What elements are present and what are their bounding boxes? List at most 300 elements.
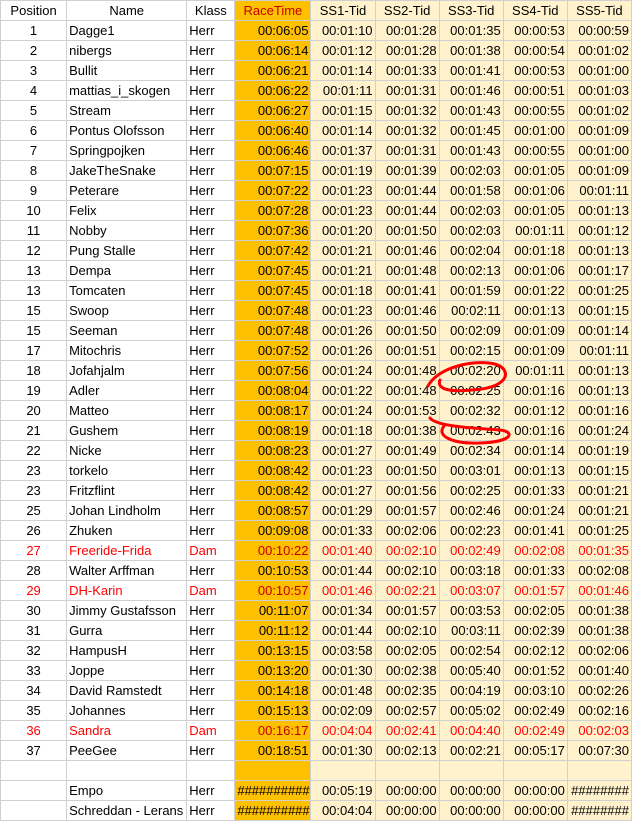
cell-klass[interactable]: Herr bbox=[187, 101, 235, 121]
cell-klass[interactable]: Herr bbox=[187, 601, 235, 621]
cell-ss1[interactable]: 00:01:23 bbox=[311, 181, 375, 201]
cell-position[interactable]: 12 bbox=[1, 241, 67, 261]
cell-name[interactable]: Jofahjalm bbox=[67, 361, 187, 381]
cell-ss5[interactable]: 00:01:13 bbox=[567, 361, 631, 381]
cell-ss2[interactable]: 00:01:38 bbox=[375, 421, 439, 441]
cell-ss4[interactable]: 00:01:16 bbox=[503, 421, 567, 441]
cell-ss1[interactable]: 00:01:21 bbox=[311, 241, 375, 261]
cell-name[interactable]: Pung Stalle bbox=[67, 241, 187, 261]
cell-position[interactable]: 11 bbox=[1, 221, 67, 241]
cell-name[interactable]: Sandra bbox=[67, 721, 187, 741]
cell-position[interactable]: 23 bbox=[1, 481, 67, 501]
cell-racetime[interactable]: 00:06:22 bbox=[235, 81, 311, 101]
cell-ss3[interactable]: 00:01:43 bbox=[439, 101, 503, 121]
cell-ss2[interactable]: 00:02:21 bbox=[375, 581, 439, 601]
cell-ss5[interactable]: ######## bbox=[567, 801, 631, 821]
cell-ss5[interactable]: 00:02:26 bbox=[567, 681, 631, 701]
cell-klass[interactable]: Herr bbox=[187, 521, 235, 541]
cell-ss4[interactable]: 00:01:13 bbox=[503, 461, 567, 481]
cell-position[interactable]: 6 bbox=[1, 121, 67, 141]
cell-ss4[interactable]: 00:01:33 bbox=[503, 481, 567, 501]
cell-ss2[interactable]: 00:02:41 bbox=[375, 721, 439, 741]
cell-racetime[interactable]: 00:08:04 bbox=[235, 381, 311, 401]
cell-ss1[interactable]: 00:04:04 bbox=[311, 721, 375, 741]
cell-name[interactable]: David Ramstedt bbox=[67, 681, 187, 701]
cell-ss2[interactable]: 00:01:39 bbox=[375, 161, 439, 181]
cell-ss3[interactable]: 00:02:09 bbox=[439, 321, 503, 341]
cell-klass[interactable]: Herr bbox=[187, 621, 235, 641]
cell-klass[interactable]: Dam bbox=[187, 541, 235, 561]
cell-name[interactable]: PeeGee bbox=[67, 741, 187, 761]
cell-ss2[interactable]: 00:01:57 bbox=[375, 501, 439, 521]
cell-position[interactable]: 33 bbox=[1, 661, 67, 681]
cell-racetime[interactable]: 00:14:18 bbox=[235, 681, 311, 701]
cell-name[interactable]: Springpojken bbox=[67, 141, 187, 161]
cell-position[interactable]: 32 bbox=[1, 641, 67, 661]
cell-ss4[interactable]: 00:00:53 bbox=[503, 21, 567, 41]
cell-ss5[interactable]: 00:01:09 bbox=[567, 121, 631, 141]
cell-name[interactable]: Nicke bbox=[67, 441, 187, 461]
cell-position[interactable] bbox=[1, 781, 67, 801]
cell-klass[interactable]: Herr bbox=[187, 321, 235, 341]
cell-name[interactable]: Tomcaten bbox=[67, 281, 187, 301]
cell-ss5[interactable]: 00:01:17 bbox=[567, 261, 631, 281]
cell-ss4[interactable]: 00:01:14 bbox=[503, 441, 567, 461]
cell-ss1[interactable]: 00:01:48 bbox=[311, 681, 375, 701]
cell-ss3[interactable]: 00:02:54 bbox=[439, 641, 503, 661]
cell-name[interactable]: Zhuken bbox=[67, 521, 187, 541]
cell-klass[interactable]: Herr bbox=[187, 201, 235, 221]
cell-klass[interactable]: Herr bbox=[187, 301, 235, 321]
cell-name[interactable]: Matteo bbox=[67, 401, 187, 421]
cell-ss2[interactable]: 00:02:10 bbox=[375, 541, 439, 561]
cell-name[interactable]: Fritzflint bbox=[67, 481, 187, 501]
cell-racetime[interactable]: 00:11:12 bbox=[235, 621, 311, 641]
cell-ss1[interactable]: 00:01:29 bbox=[311, 501, 375, 521]
cell-name[interactable] bbox=[67, 761, 187, 781]
cell-name[interactable]: Mitochris bbox=[67, 341, 187, 361]
cell-ss2[interactable]: 00:01:28 bbox=[375, 41, 439, 61]
cell-ss4[interactable]: 00:02:05 bbox=[503, 601, 567, 621]
cell-name[interactable]: Empo bbox=[67, 781, 187, 801]
cell-name[interactable]: nibergs bbox=[67, 41, 187, 61]
cell-ss1[interactable]: 00:01:15 bbox=[311, 101, 375, 121]
cell-position[interactable] bbox=[1, 761, 67, 781]
cell-position[interactable]: 13 bbox=[1, 261, 67, 281]
cell-racetime[interactable]: 00:07:42 bbox=[235, 241, 311, 261]
cell-ss3[interactable]: 00:02:15 bbox=[439, 341, 503, 361]
cell-ss1[interactable]: 00:01:44 bbox=[311, 561, 375, 581]
cell-ss1[interactable]: 00:01:22 bbox=[311, 381, 375, 401]
cell-position[interactable]: 10 bbox=[1, 201, 67, 221]
cell-ss4[interactable]: 00:02:39 bbox=[503, 621, 567, 641]
cell-ss3[interactable]: 00:02:23 bbox=[439, 521, 503, 541]
cell-ss5[interactable]: 00:01:15 bbox=[567, 301, 631, 321]
cell-ss2[interactable]: 00:01:53 bbox=[375, 401, 439, 421]
cell-ss2[interactable]: 00:01:50 bbox=[375, 221, 439, 241]
cell-ss5[interactable]: 00:02:06 bbox=[567, 641, 631, 661]
cell-ss3[interactable]: 00:05:02 bbox=[439, 701, 503, 721]
cell-position[interactable]: 19 bbox=[1, 381, 67, 401]
cell-ss4[interactable]: 00:01:52 bbox=[503, 661, 567, 681]
cell-klass[interactable]: Herr bbox=[187, 341, 235, 361]
cell-ss1[interactable]: 00:01:23 bbox=[311, 301, 375, 321]
cell-ss5[interactable]: 00:01:12 bbox=[567, 221, 631, 241]
cell-ss3[interactable]: 00:01:58 bbox=[439, 181, 503, 201]
cell-position[interactable]: 5 bbox=[1, 101, 67, 121]
cell-ss5[interactable]: 00:01:21 bbox=[567, 501, 631, 521]
cell-name[interactable]: HampusH bbox=[67, 641, 187, 661]
cell-ss5[interactable]: 00:07:30 bbox=[567, 741, 631, 761]
cell-position[interactable]: 31 bbox=[1, 621, 67, 641]
cell-racetime[interactable]: 00:08:23 bbox=[235, 441, 311, 461]
cell-ss4[interactable]: 00:01:11 bbox=[503, 361, 567, 381]
cell-ss5[interactable]: 00:01:14 bbox=[567, 321, 631, 341]
cell-ss1[interactable]: 00:04:04 bbox=[311, 801, 375, 821]
cell-ss4[interactable]: 00:00:53 bbox=[503, 61, 567, 81]
cell-racetime[interactable] bbox=[235, 761, 311, 781]
cell-klass[interactable]: Herr bbox=[187, 121, 235, 141]
cell-racetime[interactable]: 00:18:51 bbox=[235, 741, 311, 761]
cell-ss3[interactable]: 00:02:25 bbox=[439, 481, 503, 501]
cell-ss3[interactable]: 00:01:35 bbox=[439, 21, 503, 41]
header-position[interactable]: Position bbox=[1, 1, 67, 21]
cell-ss2[interactable]: 00:01:32 bbox=[375, 121, 439, 141]
cell-ss3[interactable]: 00:03:07 bbox=[439, 581, 503, 601]
cell-klass[interactable]: Herr bbox=[187, 81, 235, 101]
cell-ss5[interactable]: 00:01:02 bbox=[567, 101, 631, 121]
cell-klass[interactable]: Herr bbox=[187, 681, 235, 701]
cell-ss4[interactable]: 00:01:05 bbox=[503, 161, 567, 181]
cell-ss3[interactable]: 00:03:01 bbox=[439, 461, 503, 481]
cell-name[interactable]: Johan Lindholm bbox=[67, 501, 187, 521]
cell-racetime[interactable]: 00:08:42 bbox=[235, 481, 311, 501]
cell-ss1[interactable] bbox=[311, 761, 375, 781]
cell-ss3[interactable]: 00:03:53 bbox=[439, 601, 503, 621]
cell-ss3[interactable]: 00:02:34 bbox=[439, 441, 503, 461]
cell-racetime[interactable]: 00:06:14 bbox=[235, 41, 311, 61]
header-name[interactable]: Name bbox=[67, 1, 187, 21]
cell-ss3[interactable]: 00:04:40 bbox=[439, 721, 503, 741]
cell-ss5[interactable]: 00:01:38 bbox=[567, 621, 631, 641]
cell-position[interactable]: 1 bbox=[1, 21, 67, 41]
cell-ss3[interactable]: 00:02:21 bbox=[439, 741, 503, 761]
cell-racetime[interactable]: 00:15:13 bbox=[235, 701, 311, 721]
cell-ss3[interactable] bbox=[439, 761, 503, 781]
cell-ss1[interactable]: 00:01:34 bbox=[311, 601, 375, 621]
cell-ss2[interactable]: 00:02:10 bbox=[375, 621, 439, 641]
cell-klass[interactable]: Herr bbox=[187, 441, 235, 461]
cell-ss4[interactable]: 00:00:55 bbox=[503, 141, 567, 161]
cell-name[interactable]: Gurra bbox=[67, 621, 187, 641]
cell-racetime[interactable]: 00:09:08 bbox=[235, 521, 311, 541]
cell-ss4[interactable]: 00:01:57 bbox=[503, 581, 567, 601]
cell-ss3[interactable]: 00:02:20 bbox=[439, 361, 503, 381]
cell-ss4[interactable] bbox=[503, 761, 567, 781]
cell-ss5[interactable] bbox=[567, 761, 631, 781]
cell-position[interactable]: 9 bbox=[1, 181, 67, 201]
cell-klass[interactable]: Herr bbox=[187, 661, 235, 681]
cell-racetime[interactable]: 00:10:22 bbox=[235, 541, 311, 561]
cell-name[interactable]: DH-Karin bbox=[67, 581, 187, 601]
cell-ss3[interactable]: 00:02:46 bbox=[439, 501, 503, 521]
cell-ss2[interactable]: 00:02:38 bbox=[375, 661, 439, 681]
cell-ss4[interactable]: 00:00:00 bbox=[503, 801, 567, 821]
cell-ss3[interactable]: 00:02:32 bbox=[439, 401, 503, 421]
cell-ss5[interactable]: 00:01:11 bbox=[567, 181, 631, 201]
cell-ss2[interactable]: 00:01:48 bbox=[375, 261, 439, 281]
cell-name[interactable]: Walter Arffman bbox=[67, 561, 187, 581]
cell-ss3[interactable]: 00:01:38 bbox=[439, 41, 503, 61]
cell-ss3[interactable]: 00:01:45 bbox=[439, 121, 503, 141]
cell-ss3[interactable]: 00:00:00 bbox=[439, 801, 503, 821]
cell-ss2[interactable]: 00:01:41 bbox=[375, 281, 439, 301]
cell-position[interactable]: 18 bbox=[1, 361, 67, 381]
cell-klass[interactable]: Herr bbox=[187, 141, 235, 161]
cell-ss5[interactable]: 00:01:11 bbox=[567, 341, 631, 361]
cell-klass[interactable]: Herr bbox=[187, 161, 235, 181]
cell-ss5[interactable]: 00:01:13 bbox=[567, 241, 631, 261]
cell-ss1[interactable]: 00:01:44 bbox=[311, 621, 375, 641]
cell-ss5[interactable]: 00:01:09 bbox=[567, 161, 631, 181]
cell-ss1[interactable]: 00:01:46 bbox=[311, 581, 375, 601]
cell-name[interactable]: Schreddan - Lerans bbox=[67, 801, 187, 821]
cell-ss2[interactable]: 00:01:51 bbox=[375, 341, 439, 361]
cell-position[interactable]: 13 bbox=[1, 281, 67, 301]
cell-ss5[interactable]: 00:01:25 bbox=[567, 521, 631, 541]
cell-racetime[interactable]: 00:06:40 bbox=[235, 121, 311, 141]
cell-ss1[interactable]: 00:01:37 bbox=[311, 141, 375, 161]
cell-racetime[interactable]: 00:07:36 bbox=[235, 221, 311, 241]
cell-ss2[interactable]: 00:00:00 bbox=[375, 781, 439, 801]
cell-ss1[interactable]: 00:01:27 bbox=[311, 481, 375, 501]
cell-ss5[interactable]: 00:01:35 bbox=[567, 541, 631, 561]
cell-position[interactable]: 37 bbox=[1, 741, 67, 761]
cell-ss4[interactable]: 00:01:13 bbox=[503, 301, 567, 321]
header-klass[interactable]: Klass bbox=[187, 1, 235, 21]
cell-racetime[interactable]: ########## bbox=[235, 801, 311, 821]
cell-ss4[interactable]: 00:01:41 bbox=[503, 521, 567, 541]
cell-klass[interactable]: Herr bbox=[187, 381, 235, 401]
cell-ss1[interactable]: 00:01:11 bbox=[311, 81, 375, 101]
cell-position[interactable]: 30 bbox=[1, 601, 67, 621]
cell-position[interactable]: 34 bbox=[1, 681, 67, 701]
cell-ss5[interactable]: 00:01:24 bbox=[567, 421, 631, 441]
cell-ss5[interactable]: 00:01:16 bbox=[567, 401, 631, 421]
cell-name[interactable]: Seeman bbox=[67, 321, 187, 341]
cell-ss5[interactable]: 00:02:16 bbox=[567, 701, 631, 721]
cell-ss1[interactable]: 00:03:58 bbox=[311, 641, 375, 661]
cell-ss3[interactable]: 00:01:46 bbox=[439, 81, 503, 101]
cell-racetime[interactable]: 00:08:57 bbox=[235, 501, 311, 521]
cell-ss1[interactable]: 00:01:40 bbox=[311, 541, 375, 561]
cell-ss2[interactable]: 00:02:06 bbox=[375, 521, 439, 541]
cell-racetime[interactable]: 00:16:17 bbox=[235, 721, 311, 741]
cell-ss3[interactable]: 00:02:03 bbox=[439, 221, 503, 241]
cell-ss2[interactable]: 00:01:46 bbox=[375, 301, 439, 321]
cell-position[interactable]: 7 bbox=[1, 141, 67, 161]
cell-ss3[interactable]: 00:03:11 bbox=[439, 621, 503, 641]
cell-ss1[interactable]: 00:01:26 bbox=[311, 321, 375, 341]
cell-ss1[interactable]: 00:01:33 bbox=[311, 521, 375, 541]
cell-ss4[interactable]: 00:01:16 bbox=[503, 381, 567, 401]
cell-klass[interactable]: Herr bbox=[187, 181, 235, 201]
cell-klass[interactable]: Herr bbox=[187, 21, 235, 41]
cell-name[interactable]: Felix bbox=[67, 201, 187, 221]
cell-racetime[interactable]: 00:06:21 bbox=[235, 61, 311, 81]
cell-racetime[interactable]: 00:11:07 bbox=[235, 601, 311, 621]
cell-ss5[interactable]: 00:02:08 bbox=[567, 561, 631, 581]
cell-klass[interactable]: Herr bbox=[187, 641, 235, 661]
cell-position[interactable]: 25 bbox=[1, 501, 67, 521]
cell-ss4[interactable]: 00:01:09 bbox=[503, 321, 567, 341]
cell-klass[interactable]: Herr bbox=[187, 741, 235, 761]
cell-klass[interactable]: Herr bbox=[187, 461, 235, 481]
cell-ss2[interactable]: 00:01:48 bbox=[375, 361, 439, 381]
cell-ss2[interactable]: 00:01:31 bbox=[375, 141, 439, 161]
cell-position[interactable]: 17 bbox=[1, 341, 67, 361]
cell-name[interactable]: Nobby bbox=[67, 221, 187, 241]
header-racetime[interactable]: RaceTime bbox=[235, 1, 311, 21]
cell-ss1[interactable]: 00:01:12 bbox=[311, 41, 375, 61]
cell-ss4[interactable]: 00:01:24 bbox=[503, 501, 567, 521]
cell-name[interactable]: Dempa bbox=[67, 261, 187, 281]
cell-position[interactable]: 8 bbox=[1, 161, 67, 181]
header-ss4[interactable]: SS4-Tid bbox=[503, 1, 567, 21]
cell-racetime[interactable]: 00:07:48 bbox=[235, 301, 311, 321]
cell-ss3[interactable]: 00:02:13 bbox=[439, 261, 503, 281]
cell-klass[interactable]: Herr bbox=[187, 801, 235, 821]
cell-ss5[interactable]: 00:00:59 bbox=[567, 21, 631, 41]
cell-racetime[interactable]: 00:06:46 bbox=[235, 141, 311, 161]
cell-ss2[interactable]: 00:01:50 bbox=[375, 461, 439, 481]
cell-klass[interactable]: Herr bbox=[187, 261, 235, 281]
cell-ss4[interactable]: 00:01:06 bbox=[503, 261, 567, 281]
cell-klass[interactable]: Herr bbox=[187, 401, 235, 421]
header-ss1[interactable]: SS1-Tid bbox=[311, 1, 375, 21]
cell-name[interactable]: Gushem bbox=[67, 421, 187, 441]
cell-ss2[interactable]: 00:02:05 bbox=[375, 641, 439, 661]
cell-ss4[interactable]: 00:02:12 bbox=[503, 641, 567, 661]
cell-ss1[interactable]: 00:01:23 bbox=[311, 461, 375, 481]
cell-position[interactable]: 15 bbox=[1, 321, 67, 341]
cell-ss1[interactable]: 00:01:24 bbox=[311, 401, 375, 421]
cell-racetime[interactable]: 00:07:28 bbox=[235, 201, 311, 221]
cell-racetime[interactable]: 00:06:05 bbox=[235, 21, 311, 41]
cell-racetime[interactable]: 00:08:17 bbox=[235, 401, 311, 421]
cell-ss4[interactable]: 00:00:54 bbox=[503, 41, 567, 61]
cell-ss2[interactable]: 00:02:35 bbox=[375, 681, 439, 701]
cell-ss4[interactable]: 00:01:22 bbox=[503, 281, 567, 301]
cell-klass[interactable]: Herr bbox=[187, 241, 235, 261]
cell-name[interactable]: Stream bbox=[67, 101, 187, 121]
cell-klass[interactable]: Herr bbox=[187, 561, 235, 581]
header-ss3[interactable]: SS3-Tid bbox=[439, 1, 503, 21]
cell-name[interactable]: JakeTheSnake bbox=[67, 161, 187, 181]
cell-ss3[interactable]: 00:02:25 bbox=[439, 381, 503, 401]
cell-ss1[interactable]: 00:02:09 bbox=[311, 701, 375, 721]
cell-ss5[interactable]: 00:01:19 bbox=[567, 441, 631, 461]
cell-ss4[interactable]: 00:01:05 bbox=[503, 201, 567, 221]
cell-ss4[interactable]: 00:00:51 bbox=[503, 81, 567, 101]
cell-klass[interactable]: Herr bbox=[187, 61, 235, 81]
cell-ss5[interactable]: 00:01:40 bbox=[567, 661, 631, 681]
cell-ss2[interactable]: 00:01:50 bbox=[375, 321, 439, 341]
cell-racetime[interactable]: 00:07:48 bbox=[235, 321, 311, 341]
cell-ss5[interactable]: 00:01:46 bbox=[567, 581, 631, 601]
cell-klass[interactable] bbox=[187, 761, 235, 781]
cell-ss3[interactable]: 00:01:41 bbox=[439, 61, 503, 81]
cell-racetime[interactable]: 00:07:56 bbox=[235, 361, 311, 381]
cell-position[interactable]: 26 bbox=[1, 521, 67, 541]
cell-klass[interactable]: Herr bbox=[187, 501, 235, 521]
cell-ss3[interactable]: 00:02:03 bbox=[439, 161, 503, 181]
cell-ss3[interactable]: 00:02:49 bbox=[439, 541, 503, 561]
cell-racetime[interactable]: 00:13:20 bbox=[235, 661, 311, 681]
cell-ss2[interactable]: 00:01:28 bbox=[375, 21, 439, 41]
cell-klass[interactable]: Herr bbox=[187, 361, 235, 381]
cell-ss5[interactable]: 00:01:00 bbox=[567, 141, 631, 161]
cell-ss5[interactable]: ######## bbox=[567, 781, 631, 801]
cell-ss5[interactable]: 00:01:25 bbox=[567, 281, 631, 301]
cell-name[interactable]: Dagge1 bbox=[67, 21, 187, 41]
cell-ss3[interactable]: 00:02:11 bbox=[439, 301, 503, 321]
cell-ss5[interactable]: 00:01:00 bbox=[567, 61, 631, 81]
cell-ss3[interactable]: 00:02:03 bbox=[439, 201, 503, 221]
cell-ss3[interactable]: 00:04:19 bbox=[439, 681, 503, 701]
cell-klass[interactable]: Herr bbox=[187, 701, 235, 721]
cell-ss1[interactable]: 00:01:14 bbox=[311, 61, 375, 81]
cell-ss1[interactable]: 00:01:23 bbox=[311, 201, 375, 221]
cell-name[interactable]: Joppe bbox=[67, 661, 187, 681]
cell-ss4[interactable]: 00:00:00 bbox=[503, 781, 567, 801]
cell-position[interactable]: 3 bbox=[1, 61, 67, 81]
cell-ss4[interactable]: 00:01:09 bbox=[503, 341, 567, 361]
cell-ss1[interactable]: 00:01:30 bbox=[311, 661, 375, 681]
cell-ss4[interactable]: 00:03:10 bbox=[503, 681, 567, 701]
cell-racetime[interactable]: 00:07:52 bbox=[235, 341, 311, 361]
cell-ss4[interactable]: 00:01:06 bbox=[503, 181, 567, 201]
cell-ss4[interactable]: 00:00:55 bbox=[503, 101, 567, 121]
cell-ss2[interactable]: 00:01:46 bbox=[375, 241, 439, 261]
cell-ss2[interactable] bbox=[375, 761, 439, 781]
cell-name[interactable]: Swoop bbox=[67, 301, 187, 321]
cell-racetime[interactable]: 00:07:22 bbox=[235, 181, 311, 201]
cell-racetime[interactable]: 00:08:19 bbox=[235, 421, 311, 441]
cell-ss5[interactable]: 00:01:38 bbox=[567, 601, 631, 621]
cell-racetime[interactable]: 00:07:15 bbox=[235, 161, 311, 181]
cell-ss4[interactable]: 00:01:11 bbox=[503, 221, 567, 241]
cell-name[interactable]: Johannes bbox=[67, 701, 187, 721]
cell-position[interactable]: 15 bbox=[1, 301, 67, 321]
cell-ss5[interactable]: 00:01:21 bbox=[567, 481, 631, 501]
cell-ss5[interactable]: 00:01:15 bbox=[567, 461, 631, 481]
header-ss2[interactable]: SS2-Tid bbox=[375, 1, 439, 21]
cell-ss4[interactable]: 00:05:17 bbox=[503, 741, 567, 761]
cell-klass[interactable]: Dam bbox=[187, 581, 235, 601]
cell-ss2[interactable]: 00:01:44 bbox=[375, 181, 439, 201]
cell-ss2[interactable]: 00:01:48 bbox=[375, 381, 439, 401]
cell-ss3[interactable]: 00:03:18 bbox=[439, 561, 503, 581]
cell-ss2[interactable]: 00:01:33 bbox=[375, 61, 439, 81]
cell-racetime[interactable]: 00:07:45 bbox=[235, 281, 311, 301]
cell-ss3[interactable]: 00:01:43 bbox=[439, 141, 503, 161]
cell-ss2[interactable]: 00:02:13 bbox=[375, 741, 439, 761]
cell-position[interactable]: 23 bbox=[1, 461, 67, 481]
cell-ss1[interactable]: 00:01:10 bbox=[311, 21, 375, 41]
cell-position[interactable]: 28 bbox=[1, 561, 67, 581]
cell-klass[interactable]: Herr bbox=[187, 41, 235, 61]
